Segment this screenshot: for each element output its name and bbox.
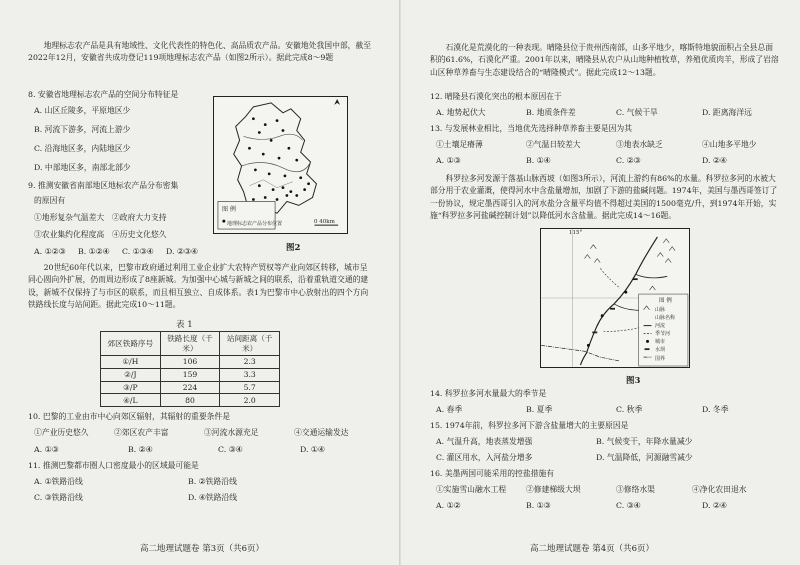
q8-option-b[interactable]: B. 河流下游多，河流上游少 <box>34 125 131 134</box>
question-12-stem: 12. 晴隆县石漠化突出的根本原因在于 <box>430 92 562 101</box>
fig2-legend-title: 图 例 <box>222 206 236 213</box>
passage-rocky-desertification: 石漠化是荒漠化的一种表现。晴隆县位于贵州西南部，山多平地少，喀斯特地貌面积占全县总面积的61.6%，石漠化严重。2001年以来，晴隆县从农户从山地种植牧草，养殖优质肉羊，形成了岩溶山区种草养畜与生态建设结合的“晴隆模式”。据此完成12～13题。 <box>430 43 779 77</box>
q16-choice-c[interactable]: C. ③④ <box>616 501 641 510</box>
page-4 <box>400 0 800 565</box>
q10-statement-4: ④交通运输发达 <box>294 428 349 437</box>
fig3-legend-seasonal-river: 季节河 <box>655 331 671 337</box>
q9-choice-b[interactable]: B. ①②④ <box>78 247 110 256</box>
q10-statement-3: ③河流水源充足 <box>204 428 259 437</box>
q16-choice-a[interactable]: A. ①② <box>436 501 461 510</box>
fig2-legend-item: 地理标志农产品分布位置 <box>227 221 283 227</box>
q9-choice-d[interactable]: D. ②③④ <box>166 247 198 256</box>
table-cell: ②/J <box>101 368 161 381</box>
q15-option-d[interactable]: D. 气温降低，河源融雪减少 <box>596 453 693 462</box>
q14-option-a[interactable]: A. 春季 <box>436 405 463 414</box>
fig3-longitude-label: 115° <box>569 230 583 236</box>
fig3-legend-border: 国界 <box>655 356 666 362</box>
q9-statement-3: ③农业集约化程度高 <box>34 230 105 239</box>
q13-choice-d[interactable]: D. ②④ <box>702 156 727 165</box>
q13-choice-b[interactable]: B. ①④ <box>526 156 551 165</box>
table-cell: 224 <box>160 381 220 394</box>
table-cell: 2.0 <box>220 394 280 407</box>
q13-statement-3: ③地表水缺乏 <box>616 140 663 149</box>
q8-option-d[interactable]: D. 中部地区多，南部北部少 <box>34 163 131 172</box>
q15-option-c[interactable]: C. 灌区用水，入河盐分增多 <box>436 453 533 462</box>
table-cell: 159 <box>160 368 220 381</box>
q12-option-d[interactable]: D. 距离海洋远 <box>702 108 752 117</box>
question-13-stem: 13. 与发展林业相比，当地优先选择种草养畜主要是因为其 <box>430 124 633 133</box>
q11-option-b[interactable]: B. ②铁路沿线 <box>188 477 237 486</box>
q13-choice-c[interactable]: C. ②③ <box>616 156 641 165</box>
q14-option-b[interactable]: B. 夏季 <box>526 405 553 414</box>
q12-option-b[interactable]: B. 地质条件差 <box>526 108 576 117</box>
table-cell: 80 <box>160 394 220 407</box>
passage-colorado-river: 科罗拉多河发源于落基山脉西坡（如图3所示），河流上游约有86%的水量。科罗拉多河的水被大部分用于农业灌溉，使得河水中含盐量增加，加剧了下游的盐碱问题。1974年，美国与墨西哥签订了一份协议，规定墨西哥引入的河水盐分含量平均值不得超过美国的1500毫克/升，到1974年开始，实施“科罗拉多河盐碱控制计划”以降低河水含盐量。据此完成14～16题。 <box>430 174 778 220</box>
q16-statement-4: ④净化农田退水 <box>692 485 747 494</box>
fig3-legend-title: 图 例 <box>659 298 672 304</box>
fig3-legend-dam: 水坝 <box>655 347 666 353</box>
q9-choice-c[interactable]: C. ①③④ <box>122 247 154 256</box>
q9-statement-4: ④历史文化悠久 <box>112 230 167 239</box>
table-cell: 2.3 <box>220 356 280 369</box>
fig3-legend-city: 城市 <box>655 339 666 345</box>
table-cell: ④/L <box>101 394 161 407</box>
q10-choice-a[interactable]: A. ①③ <box>34 445 59 454</box>
q16-statement-1: ①实施雪山融水工程 <box>436 485 507 494</box>
q13-statement-4: ④山地多平地少 <box>702 140 757 149</box>
footer-page-3: 高二地理试题卷 第3页（共6页） <box>140 544 265 554</box>
passage-intro: 地理标志农产品是具有地域性、文化代表性的特色化、高品质农产品。安徽地处我国中部，截至2022年12月，安徽省共成功登记119项地理标志农产品（如图2所示）。据此完成8～9题 <box>28 41 372 63</box>
q13-choice-a[interactable]: A. ①③ <box>436 156 461 165</box>
q10-statement-2: ②郊区农产丰富 <box>114 428 169 437</box>
table-cell: ③/P <box>101 381 161 394</box>
q8-option-c[interactable]: C. 沿海地区多，内陆地区少 <box>34 144 131 153</box>
q10-choice-c[interactable]: C. ③④ <box>218 445 243 454</box>
q10-choice-d[interactable]: D. ①④ <box>300 445 325 454</box>
q9-statement-2: ②政府大力支持 <box>112 213 167 222</box>
table-header-distance: 站间距离（千米） <box>220 332 280 356</box>
q12-option-c[interactable]: C. 气候干旱 <box>616 108 658 117</box>
question-16-stem: 16. 美墨两国可能采用的控盐措施有 <box>430 469 555 478</box>
figure-2-caption: 图2 <box>286 243 301 253</box>
q9-statement-1: ①地形复杂气温差大 <box>34 213 105 222</box>
question-15-stem: 15. 1974年前，科罗拉多河下游含盐量增大的主要原因是 <box>430 421 629 430</box>
fig3-legend-mountain-name: 山脉名称 <box>655 315 676 321</box>
question-9-stem-cont: 的原因有 <box>34 196 66 205</box>
q13-statement-1: ①土壤足瘠薄 <box>436 140 483 149</box>
question-8-stem: 8. 安徽省地理标志农产品的空间分布特征是 <box>28 90 179 99</box>
q9-choice-a[interactable]: A. ①②③ <box>34 247 66 256</box>
passage-paris: 20世纪60年代以来，巴黎市政府通过利用工业企业扩大农特产贸权等产业向郊区转移，城市呈同心圆向外扩展，仍而周边形成了8座新城。为加强中心城与新城之间的联系，沿着重轨道交通的建设，新城不仅保持了与市区的联系，而且相互独立、自成体系。表1为巴黎市中心放射出的四个方向铁路线长度与站间距。据此完成10～11题。 <box>28 263 369 309</box>
table-header-length: 铁路长度（千米） <box>160 332 220 356</box>
fig3-legend-river: 河流 <box>655 323 666 329</box>
question-10-stem: 10. 巴黎的工业由市中心向郊区辐射，其辐射的重要条件是 <box>28 412 231 421</box>
q16-choice-d[interactable]: D. ②④ <box>702 501 727 510</box>
question-9-stem: 9. 推测安徽省南部地区地标农产品分布密集 <box>28 181 179 190</box>
question-11-stem: 11. 推测巴黎都市圈人口密度最小的区域最可能是 <box>28 461 199 470</box>
q11-option-d[interactable]: D. ④铁路沿线 <box>188 493 238 502</box>
table-row <box>101 381 280 394</box>
q13-statement-2: ②气温日较差大 <box>526 140 581 149</box>
q16-choice-b[interactable]: B. ①③ <box>526 501 551 510</box>
table-row <box>101 356 280 369</box>
table-row <box>101 394 280 407</box>
q8-option-a[interactable]: A. 山区丘陵多，平原地区少 <box>34 106 131 115</box>
footer-page-4: 高二地理试题卷 第4页（共6页） <box>530 544 655 554</box>
q15-option-b[interactable]: B. 气候变干，年降水量减少 <box>596 437 693 446</box>
q14-option-c[interactable]: C. 秋季 <box>616 405 643 414</box>
figure-2-anhui-map <box>213 96 348 234</box>
q16-statement-3: ③修络水渠 <box>616 485 655 494</box>
figure-3-caption: 图3 <box>626 376 641 386</box>
q11-option-c[interactable]: C. ③铁路沿线 <box>34 493 83 502</box>
q14-option-d[interactable]: D. 冬季 <box>702 405 729 414</box>
q10-statement-1: ①产业历史悠久 <box>34 428 89 437</box>
table-1-caption: 表 1 <box>176 320 193 330</box>
table-cell: ①/H <box>101 356 161 369</box>
question-14-stem: 14. 科罗拉多河水量最大的季节是 <box>430 389 547 398</box>
table-header-route: 郊区铁路序号 <box>101 332 161 356</box>
q12-option-a[interactable]: A. 地势起伏大 <box>436 108 486 117</box>
q10-choice-b[interactable]: B. ②④ <box>128 445 153 454</box>
figure-3-colorado-map <box>540 228 690 368</box>
table-cell: 3.3 <box>220 368 280 381</box>
q11-option-a[interactable]: A. ①铁路沿线 <box>34 477 83 486</box>
q15-option-a[interactable]: A. 气温升高，地表蒸发增强 <box>436 437 533 446</box>
fig3-legend-mountain: 山脉 <box>655 307 666 313</box>
table-cell: 106 <box>160 356 220 369</box>
q16-statement-2: ②修建梯级大坝 <box>526 485 581 494</box>
fig2-scale-bar: 0 40km <box>314 219 335 225</box>
table-row <box>101 368 280 381</box>
table-cell: 5.7 <box>220 381 280 394</box>
table-1 <box>100 331 280 407</box>
